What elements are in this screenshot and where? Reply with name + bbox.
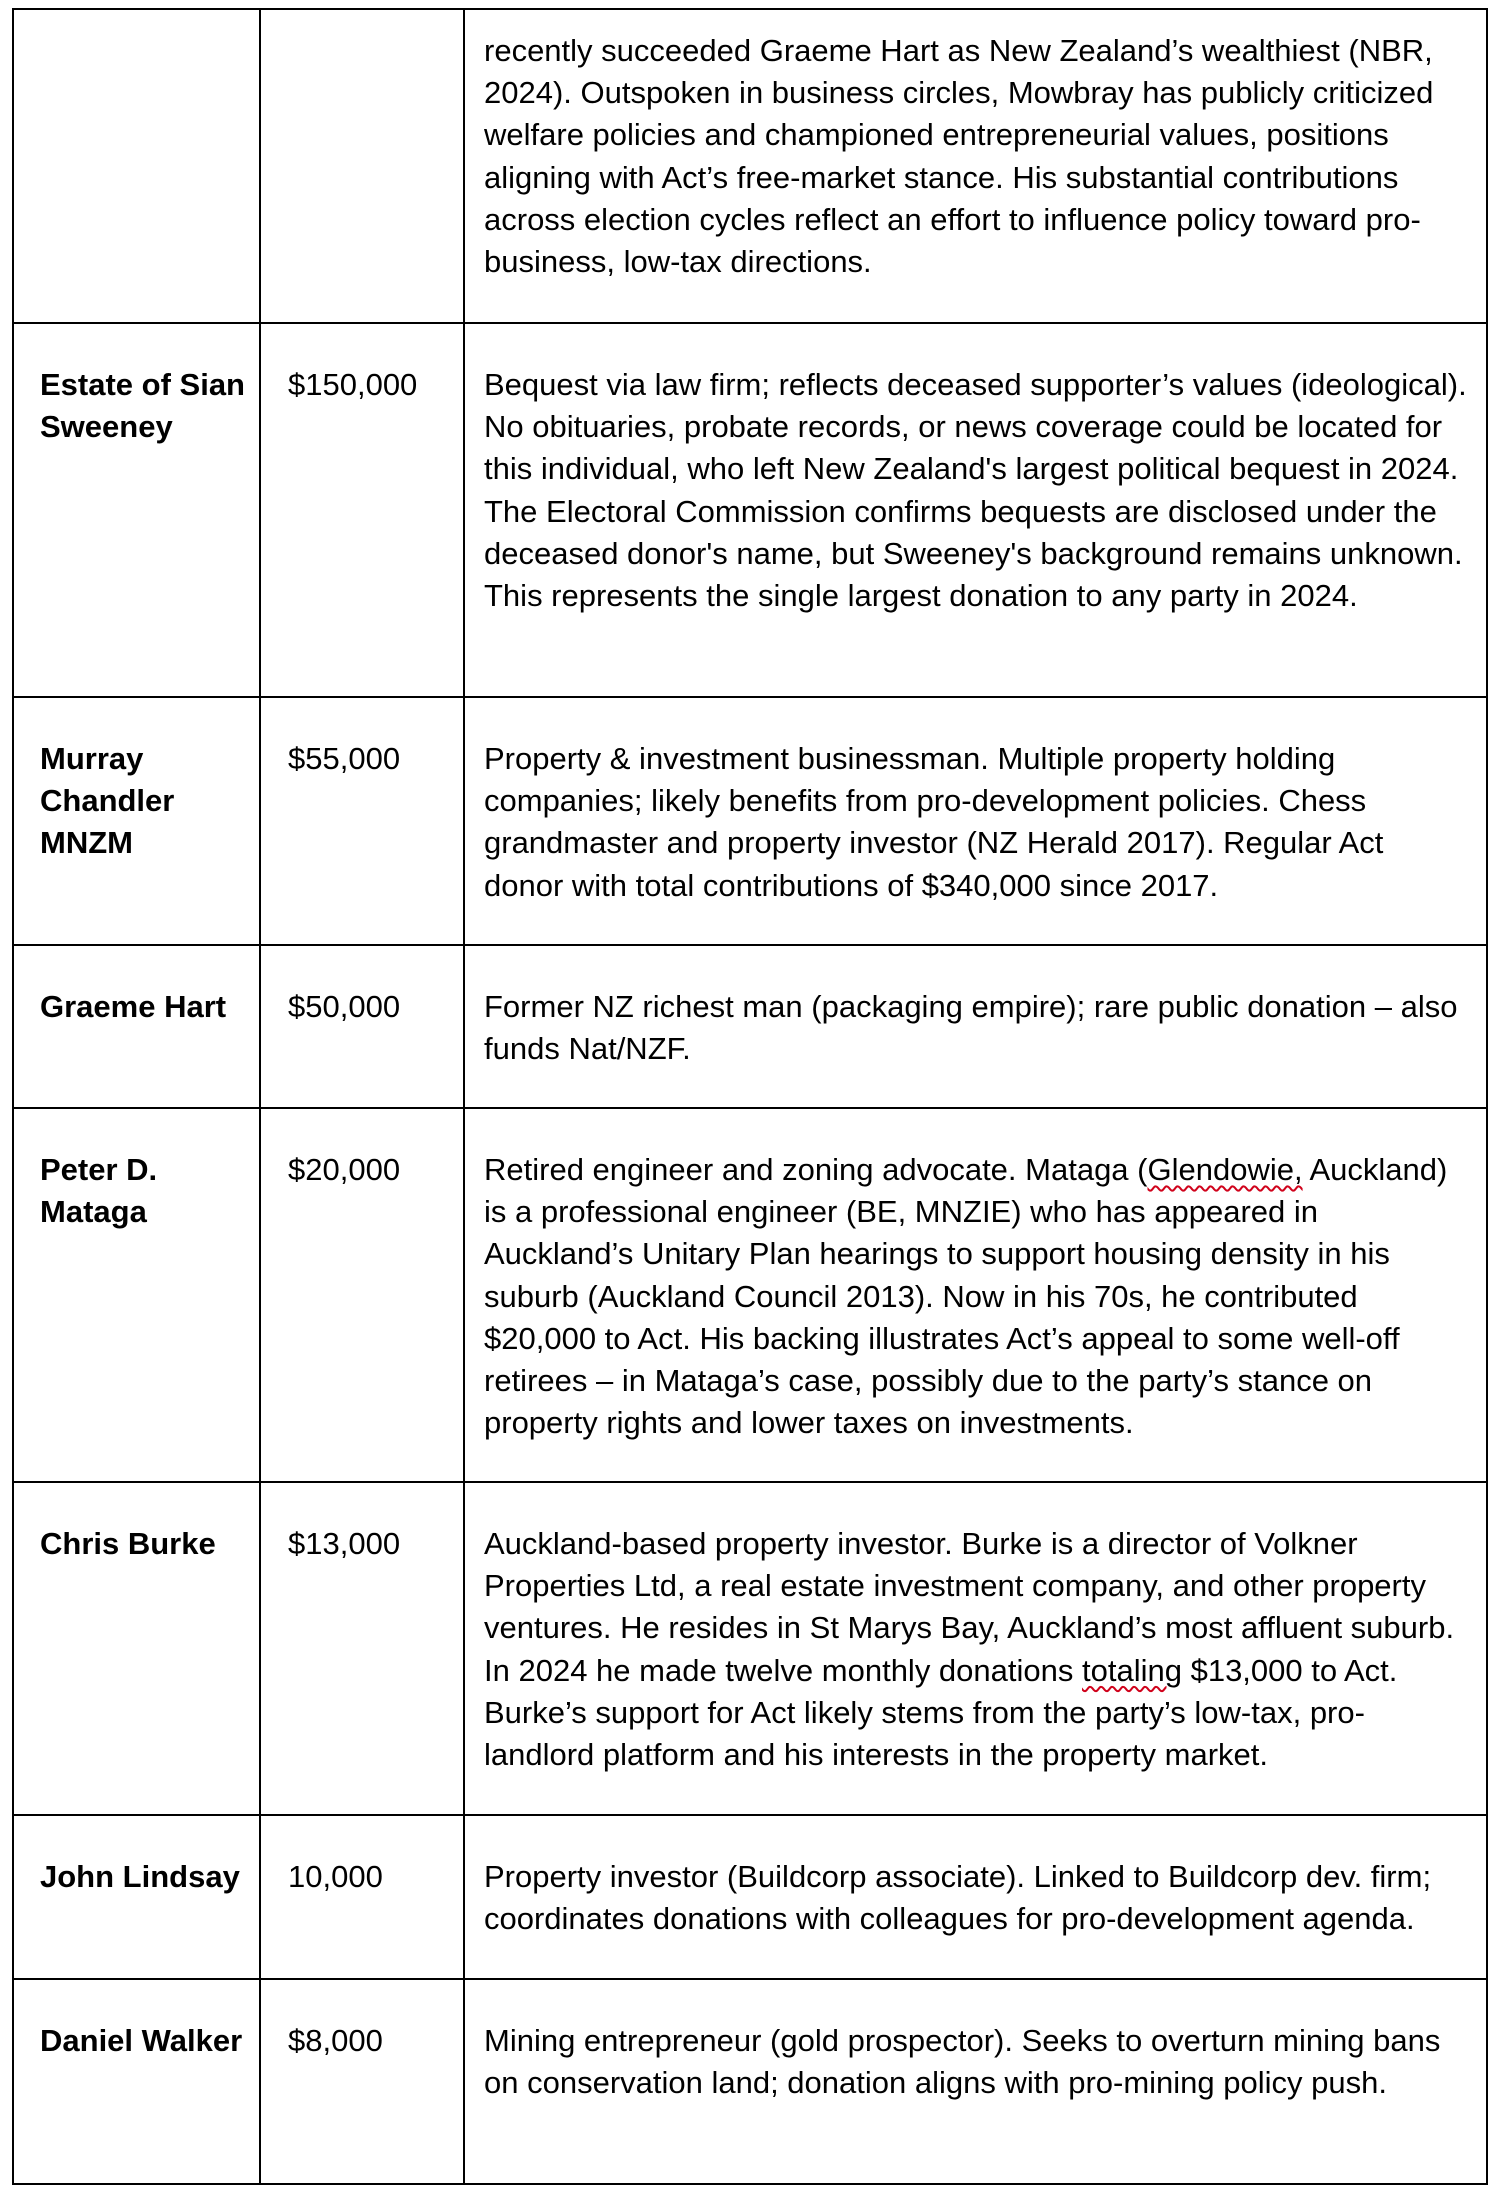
donor-description: Former NZ richest man (packaging empire); rare public donation – also funds Nat/NZF. [484, 989, 1458, 1067]
donation-amount: $20,000 [288, 1152, 401, 1187]
donor-name-cell [13, 945, 260, 1108]
description-text: Auckland-based property investor. Burke is a director of Volkner Properties Ltd, a real estate investment company, and other property ventures. He resides in St Marys Bay, Auckland’s most affluent suburb. In 2024 he made twelve monthly donations [484, 1526, 1455, 1688]
donor-name-cell [13, 9, 260, 323]
donor-name: John Lindsay [40, 1859, 240, 1894]
donor-name: Daniel Walker [40, 2023, 243, 2058]
donor-name-cell [13, 1482, 260, 1815]
donation-amount: $8,000 [288, 2023, 383, 2058]
donor-name: Graeme Hart [40, 989, 227, 1024]
donor-name-cell [13, 1815, 260, 1979]
donor-description-cell [464, 1815, 1487, 1979]
table-row [13, 697, 1487, 945]
donor-description-cell [464, 9, 1487, 323]
description-text: Retired engineer and zoning advocate. Mataga ( [484, 1152, 1148, 1187]
donor-description-cell [464, 323, 1487, 697]
donor-description-cell [464, 945, 1487, 1108]
donation-amount-cell [260, 1815, 464, 1979]
description-text: $13,000 to Act. Burke’s support for Act likely stems from the party’s low-tax, pro-landlord platform and his interests in the property market. [484, 1652, 1398, 1773]
donor-description: Bequest via law firm; reflects deceased supporter’s values (ideological). No obituaries, probate records, or news coverage could be located for this individual, who left New Zealand's largest political bequest in 2024. The Electoral Commission confirms bequests are disclosed under the deceased donor's name, but Sweeney's background remains unknown. This represents the single largest donation to any party in 2024. [484, 367, 1467, 614]
donor-name: Chris Burke [40, 1526, 216, 1561]
donor-description: Property investor (Buildcorp associate). Linked to Buildcorp dev. firm; coordinates donations with colleagues for pro-development agenda. [484, 1859, 1432, 1937]
donation-amount: $13,000 [288, 1526, 401, 1561]
donor-name: Peter D. Mataga [40, 1152, 158, 1230]
donor-description-cell [464, 1482, 1487, 1815]
donation-amount: $150,000 [288, 367, 418, 402]
donor-description-cell [464, 1979, 1487, 2184]
table-row [13, 1482, 1487, 1815]
donor-name-cell [13, 697, 260, 945]
donation-amount-cell [260, 945, 464, 1108]
donor-name: Estate of Sian Sweeney [40, 367, 245, 445]
donations-table [12, 8, 1488, 2185]
donation-amount: $55,000 [288, 741, 401, 776]
donation-amount: $50,000 [288, 989, 401, 1024]
donor-description: recently succeeded Graeme Hart as New Zealand’s wealthiest (NBR, 2024). Outspoken in business circles, Mowbray has publicly criticized welfare policies and championed entrepreneurial values, positions aligning with Act’s free-market stance. His substantial contributions across election cycles reflect an effort to influence policy toward pro-business, low-tax directions. [484, 33, 1434, 280]
donor-name [14, 10, 259, 50]
table-row [13, 1815, 1487, 1979]
donor-name-cell [13, 1108, 260, 1482]
donor-description [465, 1109, 1486, 1444]
donation-amount [261, 10, 463, 50]
donation-amount-cell [260, 1482, 464, 1815]
table-row [13, 9, 1487, 323]
donor-description-cell [464, 697, 1487, 945]
donor-description: Property & investment businessman. Multiple property holding companies; likely benefits from pro-development policies. Chess grandmaster and property investor (NZ Herald 2017). Regular Act donor with total contributions of $340,000 since 2017. [484, 741, 1384, 903]
donation-amount-cell [260, 1108, 464, 1482]
donation-amount-cell [260, 9, 464, 323]
table-row [13, 1108, 1487, 1482]
donor-name-cell [13, 323, 260, 697]
description-text: Auckland) is a professional engineer (BE, MNZIE) who has appeared in Auckland’s Unitary Plan hearings to support housing density in his suburb (Auckland Council 2013). Now in his 70s, he contributed $20,000 to Act. His backing illustrates Act’s appeal to some well-off retirees – in Mataga’s case, possibly due to the party’s stance on property rights and lower taxes on investments. [484, 1152, 1448, 1441]
donation-amount-cell [260, 323, 464, 697]
spellcheck-flagged-word[interactable]: Glendowie, [1147, 1152, 1303, 1187]
table-row [13, 1979, 1487, 2184]
donor-description: Mining entrepreneur (gold prospector). Seeks to overturn mining bans on conservation land; donation aligns with pro-mining policy push. [484, 2023, 1441, 2101]
donation-amount-cell [260, 1979, 464, 2184]
donor-description-cell [464, 1108, 1487, 1482]
table-row [13, 945, 1487, 1108]
table-row [13, 323, 1487, 697]
donor-name: Murray Chandler MNZM [40, 741, 175, 861]
donor-description [465, 1483, 1486, 1776]
donor-name-cell [13, 1979, 260, 2184]
donation-amount-cell [260, 697, 464, 945]
donation-amount: 10,000 [288, 1859, 383, 1894]
spellcheck-flagged-word[interactable]: totaling [1082, 1652, 1182, 1688]
